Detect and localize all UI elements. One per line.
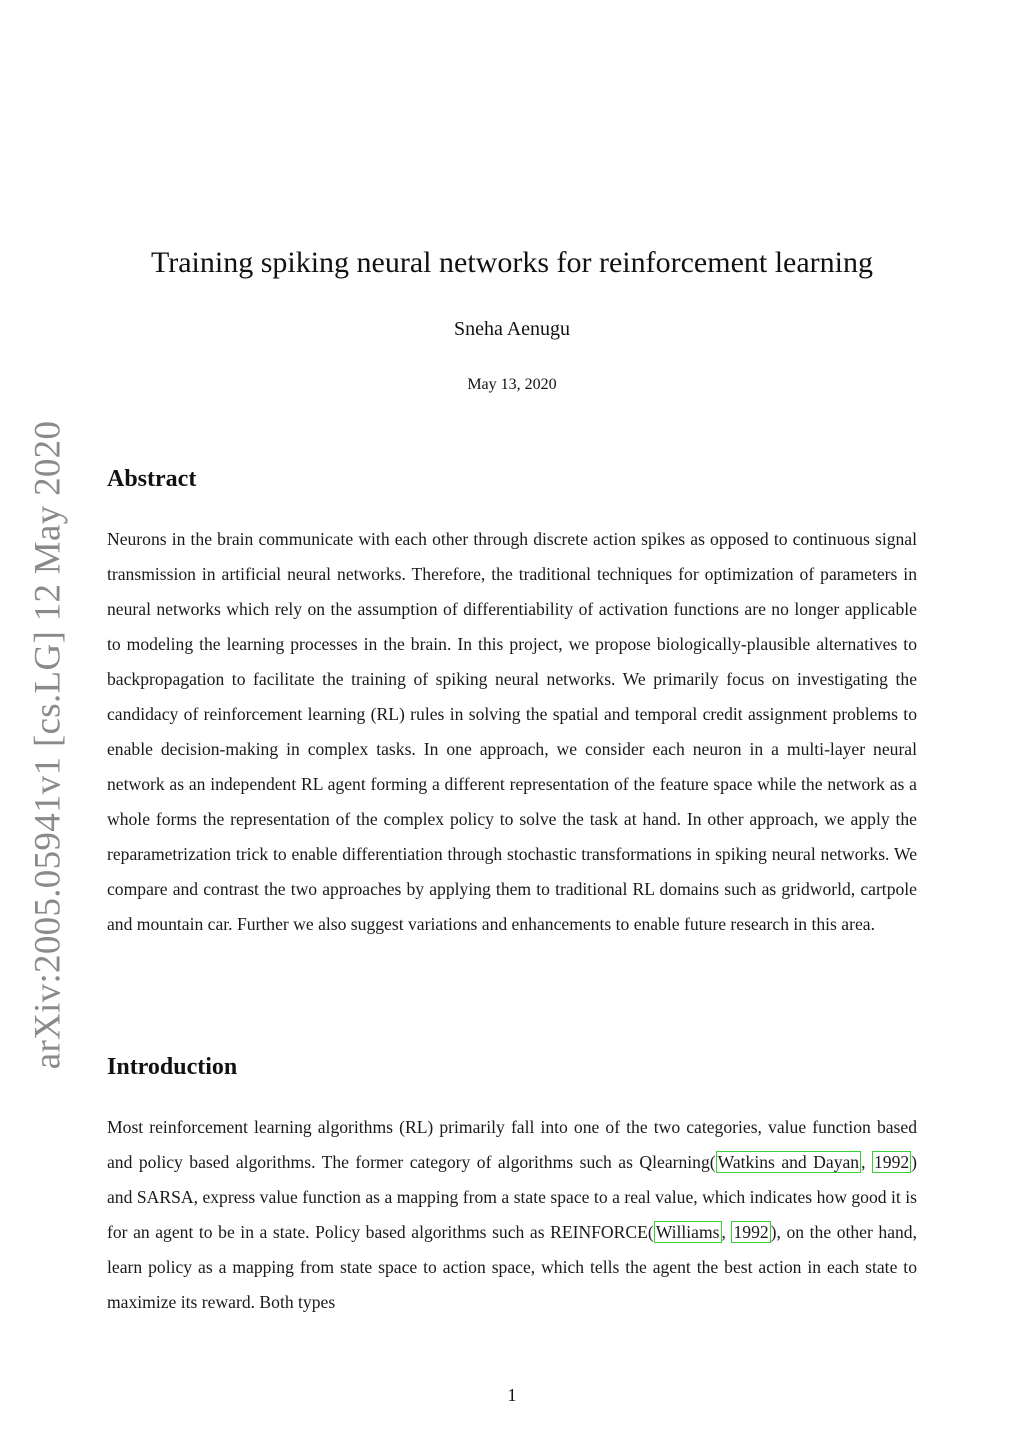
- paper-author: Sneha Aenugu: [453, 318, 571, 340]
- citation-separator: ,: [861, 1152, 872, 1172]
- citation-link-williams[interactable]: Williams: [655, 1222, 720, 1242]
- citation-link-watkins-year[interactable]: 1992: [873, 1152, 910, 1172]
- paper-title: Training spiking neural networks for reinforcement learning: [150, 246, 874, 279]
- introduction-heading: Introduction: [107, 1054, 238, 1080]
- abstract-heading: Abstract: [107, 466, 197, 492]
- introduction-text: [107, 1110, 917, 1320]
- intro-text-part-3: ), on the other hand, learn policy as a mapping from state space to action space, which tells the agent the best action in each state to maximize its reward. Both types: [107, 1222, 918, 1312]
- intro-text-part-1: Most reinforcement learning algorithms (RL) primarily fall into one of the two categories, value function based and policy based algorithms. The former category of algorithms such as Qlearning(: [107, 1117, 917, 1172]
- citation-link-williams-year[interactable]: 1992: [733, 1222, 769, 1242]
- citation-link-watkins-dayan[interactable]: Watkins and Dayan: [717, 1152, 860, 1172]
- paper-date: May 13, 2020: [467, 376, 557, 393]
- citation-separator: ,: [721, 1222, 732, 1242]
- abstract-text: Neurons in the brain communicate with each other through discrete action spikes as opposed to continuous signal transmission in artificial neural networks. Therefore, the traditional techniques for optimization of parameters in neural networks which rely on the assumption of differentiability of activation functions are no longer applicable to modeling the learning processes in the brain. In this project, we propose biologically-plausible alternatives to backpropagation to facilitate the training of spiking neural networks. We primarily focus on investigating the candidacy of reinforcement learning (RL) rules in solving the spatial and temporal credit assignment problems to enable decision-making in complex tasks. In one approach, we consider each neuron in a multi-layer neural network as an independent RL agent forming a different representation of the feature space while the network as a whole forms the representation of the complex policy to solve the task at hand. In other approach, we apply the reparametrization trick to enable differentiation through stochastic transformations in spiking neural networks. We compare and contrast the two approaches by applying them to traditional RL domains such as gridworld, cartpole and mountain car. Further we also suggest variations and enhancements to enable future research in this area.: [107, 529, 917, 934]
- intro-text-part-2: ) and SARSA, express value function as a mapping from a state space to a real value, which indicates how good it is for an agent to be in a state. Policy based algorithms such as REINFORCE(: [107, 1152, 918, 1242]
- arxiv-identifier-stamp: arXiv:2005.05941v1 [cs.LG] 12 May 2020: [27, 420, 69, 1070]
- page-number: 1: [507, 1385, 517, 1405]
